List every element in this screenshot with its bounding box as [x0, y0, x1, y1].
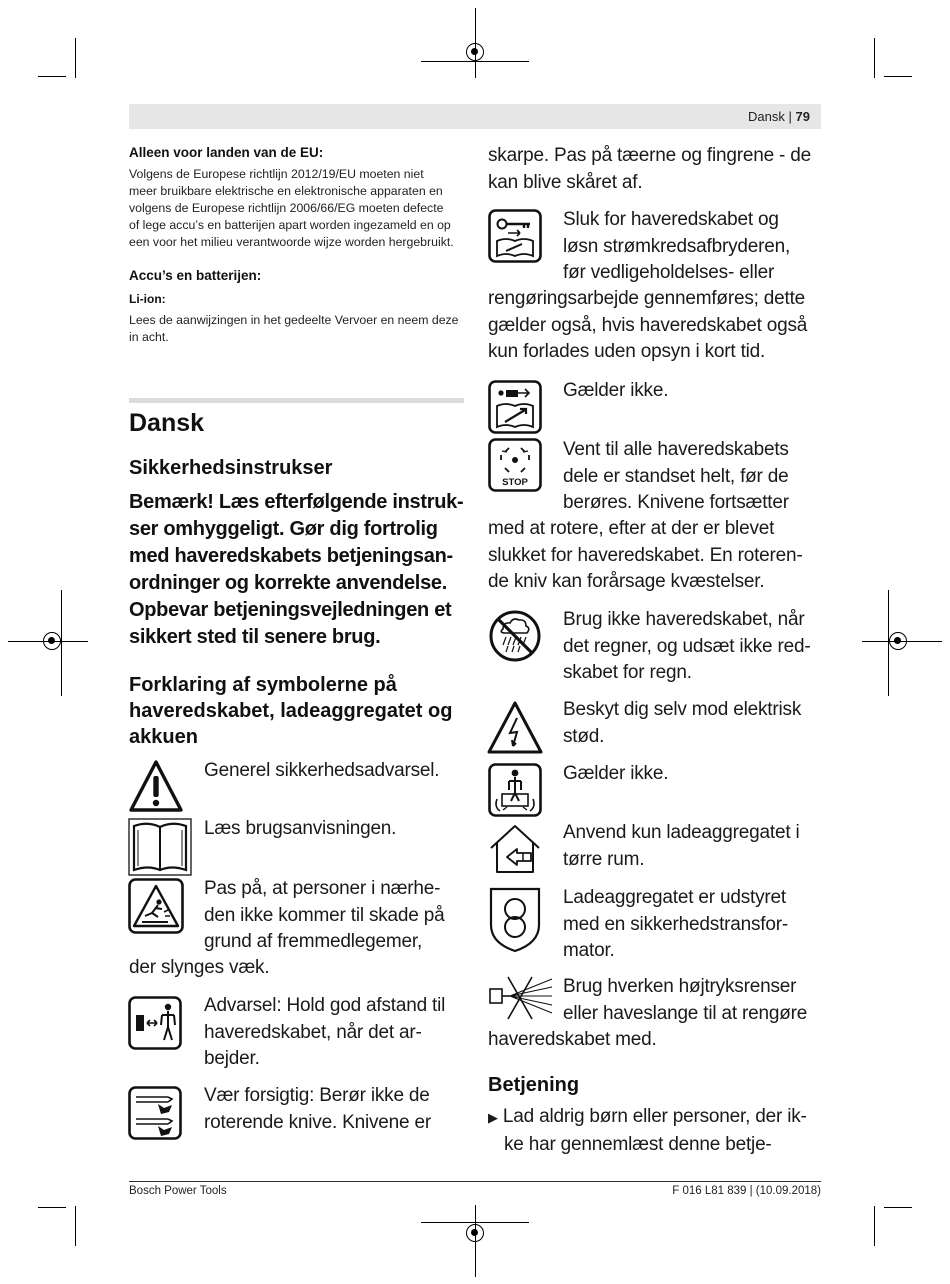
crop-mark: [874, 38, 875, 78]
operation-heading: Betjening: [488, 1074, 580, 1096]
text-line: kun forlades uden opsyn i kort tid.: [488, 341, 766, 362]
text-line: Advarsel: Hold god afstand til: [204, 995, 446, 1016]
crop-mark: [75, 1206, 76, 1246]
text-line: Ladeaggregatet er udstyret: [563, 887, 786, 908]
text-line: Volgens de Europese richtlijn 2012/19/EU moeten niet: [129, 167, 424, 181]
symbol-text: [563, 820, 800, 873]
text-line: Vent til alle haveredskabets: [563, 439, 789, 460]
text-line: Gælder ikke.: [563, 763, 669, 784]
text-line: Pas på, at personer i nærhe-: [204, 878, 441, 899]
text-line: volgens de Europese richtlijn 2006/66/EG moeten defecte: [129, 201, 444, 215]
text-line: Brug ikke haveredskabet, når: [563, 609, 805, 630]
text-line: meer bruikbare elektrische en elektronische apparaten en: [129, 184, 443, 198]
text-line: akkuen: [129, 726, 198, 748]
text-line: Lees de aanwijzingen in het gedeelte Vervoer en neem deze: [129, 313, 459, 327]
liion-label: Li-ion:: [129, 292, 166, 306]
safety-heading: Sikkerhedsinstrukser: [129, 457, 333, 479]
text-line: grund af fremmedlegemer,: [204, 931, 423, 952]
symbol-text: [563, 207, 790, 287]
battery-heading: Accu’s en batterijen:: [129, 268, 262, 283]
page-header: [748, 108, 810, 125]
text-line: Beskyt dig selv mod elektrisk: [563, 699, 802, 720]
symbol-text: [204, 816, 396, 843]
plug-tool-book-icon: [488, 380, 542, 434]
disconnect-key-book-icon: [488, 209, 542, 263]
text-line: haveredskabet med.: [488, 1029, 657, 1050]
symbol-text: [563, 437, 789, 517]
symbols-heading: [129, 672, 474, 750]
text-line: Vær forsigtig: Berør ikke de: [204, 1085, 430, 1106]
text-line: den ikke kommer til skade på: [204, 904, 445, 926]
stop-label: STOP: [502, 477, 528, 488]
electric-shock-icon: [486, 700, 544, 756]
symbol-text: [204, 758, 439, 785]
text-line: før vedligeholdelses- eller: [563, 262, 775, 283]
text-line: tørre rum.: [563, 848, 645, 870]
bullet-triangle-icon: ▶: [488, 1110, 498, 1125]
liion-text: [129, 312, 469, 346]
header-language: Dansk: [748, 109, 785, 124]
text-line: de kniv kan forårsage kvæstelser.: [488, 571, 765, 592]
section-title: Dansk: [129, 409, 205, 437]
text-line: løsn strømkredsafbryderen,: [563, 235, 791, 257]
text-line: een voor het milieu verantwoorde wijze worden hergebruikt.: [129, 235, 454, 249]
text-line: Bemærk! Læs efterfølgende instruk-: [129, 491, 464, 513]
symbol-text-continuation: [488, 516, 803, 596]
text-line: Anvend kun ladeaggregatet i: [563, 822, 800, 843]
symbol-text: [563, 378, 668, 405]
text-line: med en sikkerhedstransfor-: [563, 913, 789, 935]
footer-rule: [129, 1181, 821, 1182]
text-line: roterende knive. Knivene er: [204, 1111, 431, 1133]
text-line: Generel sikkerhedsadvarsel.: [204, 760, 440, 781]
footer-right: F 016 L81 839 | (10.09.2018): [672, 1185, 821, 1197]
text-line: det regner, og udsæt ikke red-: [563, 635, 811, 657]
text-line: Læs brugsanvisningen.: [204, 818, 397, 839]
eu-heading: Alleen voor landen van de EU:: [129, 145, 324, 160]
text-line: slukket for haveredskabet. En roteren-: [488, 544, 803, 566]
text-line: stød.: [563, 725, 605, 747]
text-line: mator.: [563, 940, 615, 961]
section-divider: [129, 398, 464, 403]
symbol-text: [204, 876, 444, 956]
warning-triangle-icon: [128, 758, 184, 814]
person-mower-icon: [488, 763, 542, 817]
symbol-text: [204, 993, 445, 1073]
safety-lead: [129, 489, 474, 651]
text-line: kan blive skåret af.: [488, 171, 643, 193]
crop-mark: [874, 1206, 875, 1246]
symbol-text: [563, 607, 810, 687]
operation-bullet: [488, 1104, 833, 1158]
text-line: dele er standset helt, før de: [563, 465, 789, 487]
text-line: Gælder ikke.: [563, 380, 669, 401]
symbol-text-continuation: [488, 1027, 657, 1054]
text-line: haveredskabet, ladeaggregatet og: [129, 700, 453, 722]
open-book-icon: [128, 818, 192, 876]
registration-mark: [466, 1224, 484, 1242]
text-line: med haveredskabets betjeningsan-: [129, 545, 453, 567]
text-line: Lad aldrig børn eller personer, der ik-: [502, 1106, 807, 1127]
crop-mark: [421, 1222, 529, 1223]
crop-mark: [38, 76, 66, 77]
safety-transformer-icon: [487, 885, 543, 953]
text-line: med at rotere, efter at der er blevet: [488, 518, 775, 539]
crop-mark: [421, 61, 529, 62]
text-line: skarpe. Pas på tæerne og fingrene - de: [488, 145, 811, 166]
crop-mark: [38, 1207, 66, 1208]
text-line: haveredskabet, når det ar-: [204, 1021, 422, 1043]
symbol-text: [204, 1083, 431, 1136]
registration-mark: [889, 632, 907, 650]
text-line: Brug hverken højtryksrenser: [563, 976, 797, 997]
rotating-blades-icon: [128, 1086, 182, 1140]
symbol-text: [563, 974, 807, 1027]
text-line: Sluk for haveredskabet og: [563, 209, 779, 230]
footer-left: Bosch Power Tools: [129, 1185, 227, 1197]
symbol-text: [563, 697, 801, 750]
continued-text: [488, 143, 833, 196]
eu-text: [129, 166, 469, 251]
symbol-text: [563, 885, 788, 965]
text-line: of lege accu’s en batterijen apart worden ingezameld en op: [129, 218, 451, 232]
crop-mark: [884, 1207, 912, 1208]
text-line: ordninger og korrekte anvendelse.: [129, 572, 447, 594]
symbol-text-continuation: [488, 286, 807, 366]
registration-mark: [43, 632, 61, 650]
crop-mark: [61, 590, 62, 696]
text-line: rengøringsarbejde gennemføres; dette: [488, 288, 806, 309]
symbol-text: [563, 761, 668, 788]
page-number: 79: [795, 109, 810, 124]
header-separator: |: [788, 109, 792, 124]
text-line: sikkert sted til senere brug.: [129, 626, 381, 648]
text-line: Forklaring af symbolerne på: [129, 674, 397, 696]
text-line: in acht.: [129, 330, 169, 344]
registration-mark: [466, 43, 484, 61]
keep-distance-icon: [128, 996, 182, 1050]
page-header-band: [129, 104, 821, 129]
text-line: gælder også, hvis haveredskabet også: [488, 314, 808, 336]
text-line: skabet for regn.: [563, 662, 692, 683]
text-line: berøres. Knivene fortsætter: [563, 492, 789, 513]
text-line: bejder.: [204, 1048, 260, 1069]
text-line: Opbevar betjeningsvejledningen et: [129, 599, 452, 621]
symbol-text-continuation: der slynges væk.: [129, 957, 270, 978]
crop-mark: [884, 76, 912, 77]
text-line: ke har gennemlæst denne betje-: [504, 1133, 772, 1155]
crop-mark: [75, 38, 76, 78]
no-rain-icon: [488, 609, 542, 663]
stop-rotation-icon: [488, 438, 542, 492]
flying-objects-icon: [128, 878, 184, 934]
no-water-jet-icon: [488, 975, 554, 1021]
indoor-use-icon: [487, 822, 543, 876]
text-line: eller haveslange til at rengøre: [563, 1002, 808, 1024]
text-line: ser omhyggeligt. Gør dig fortrolig: [129, 518, 438, 540]
